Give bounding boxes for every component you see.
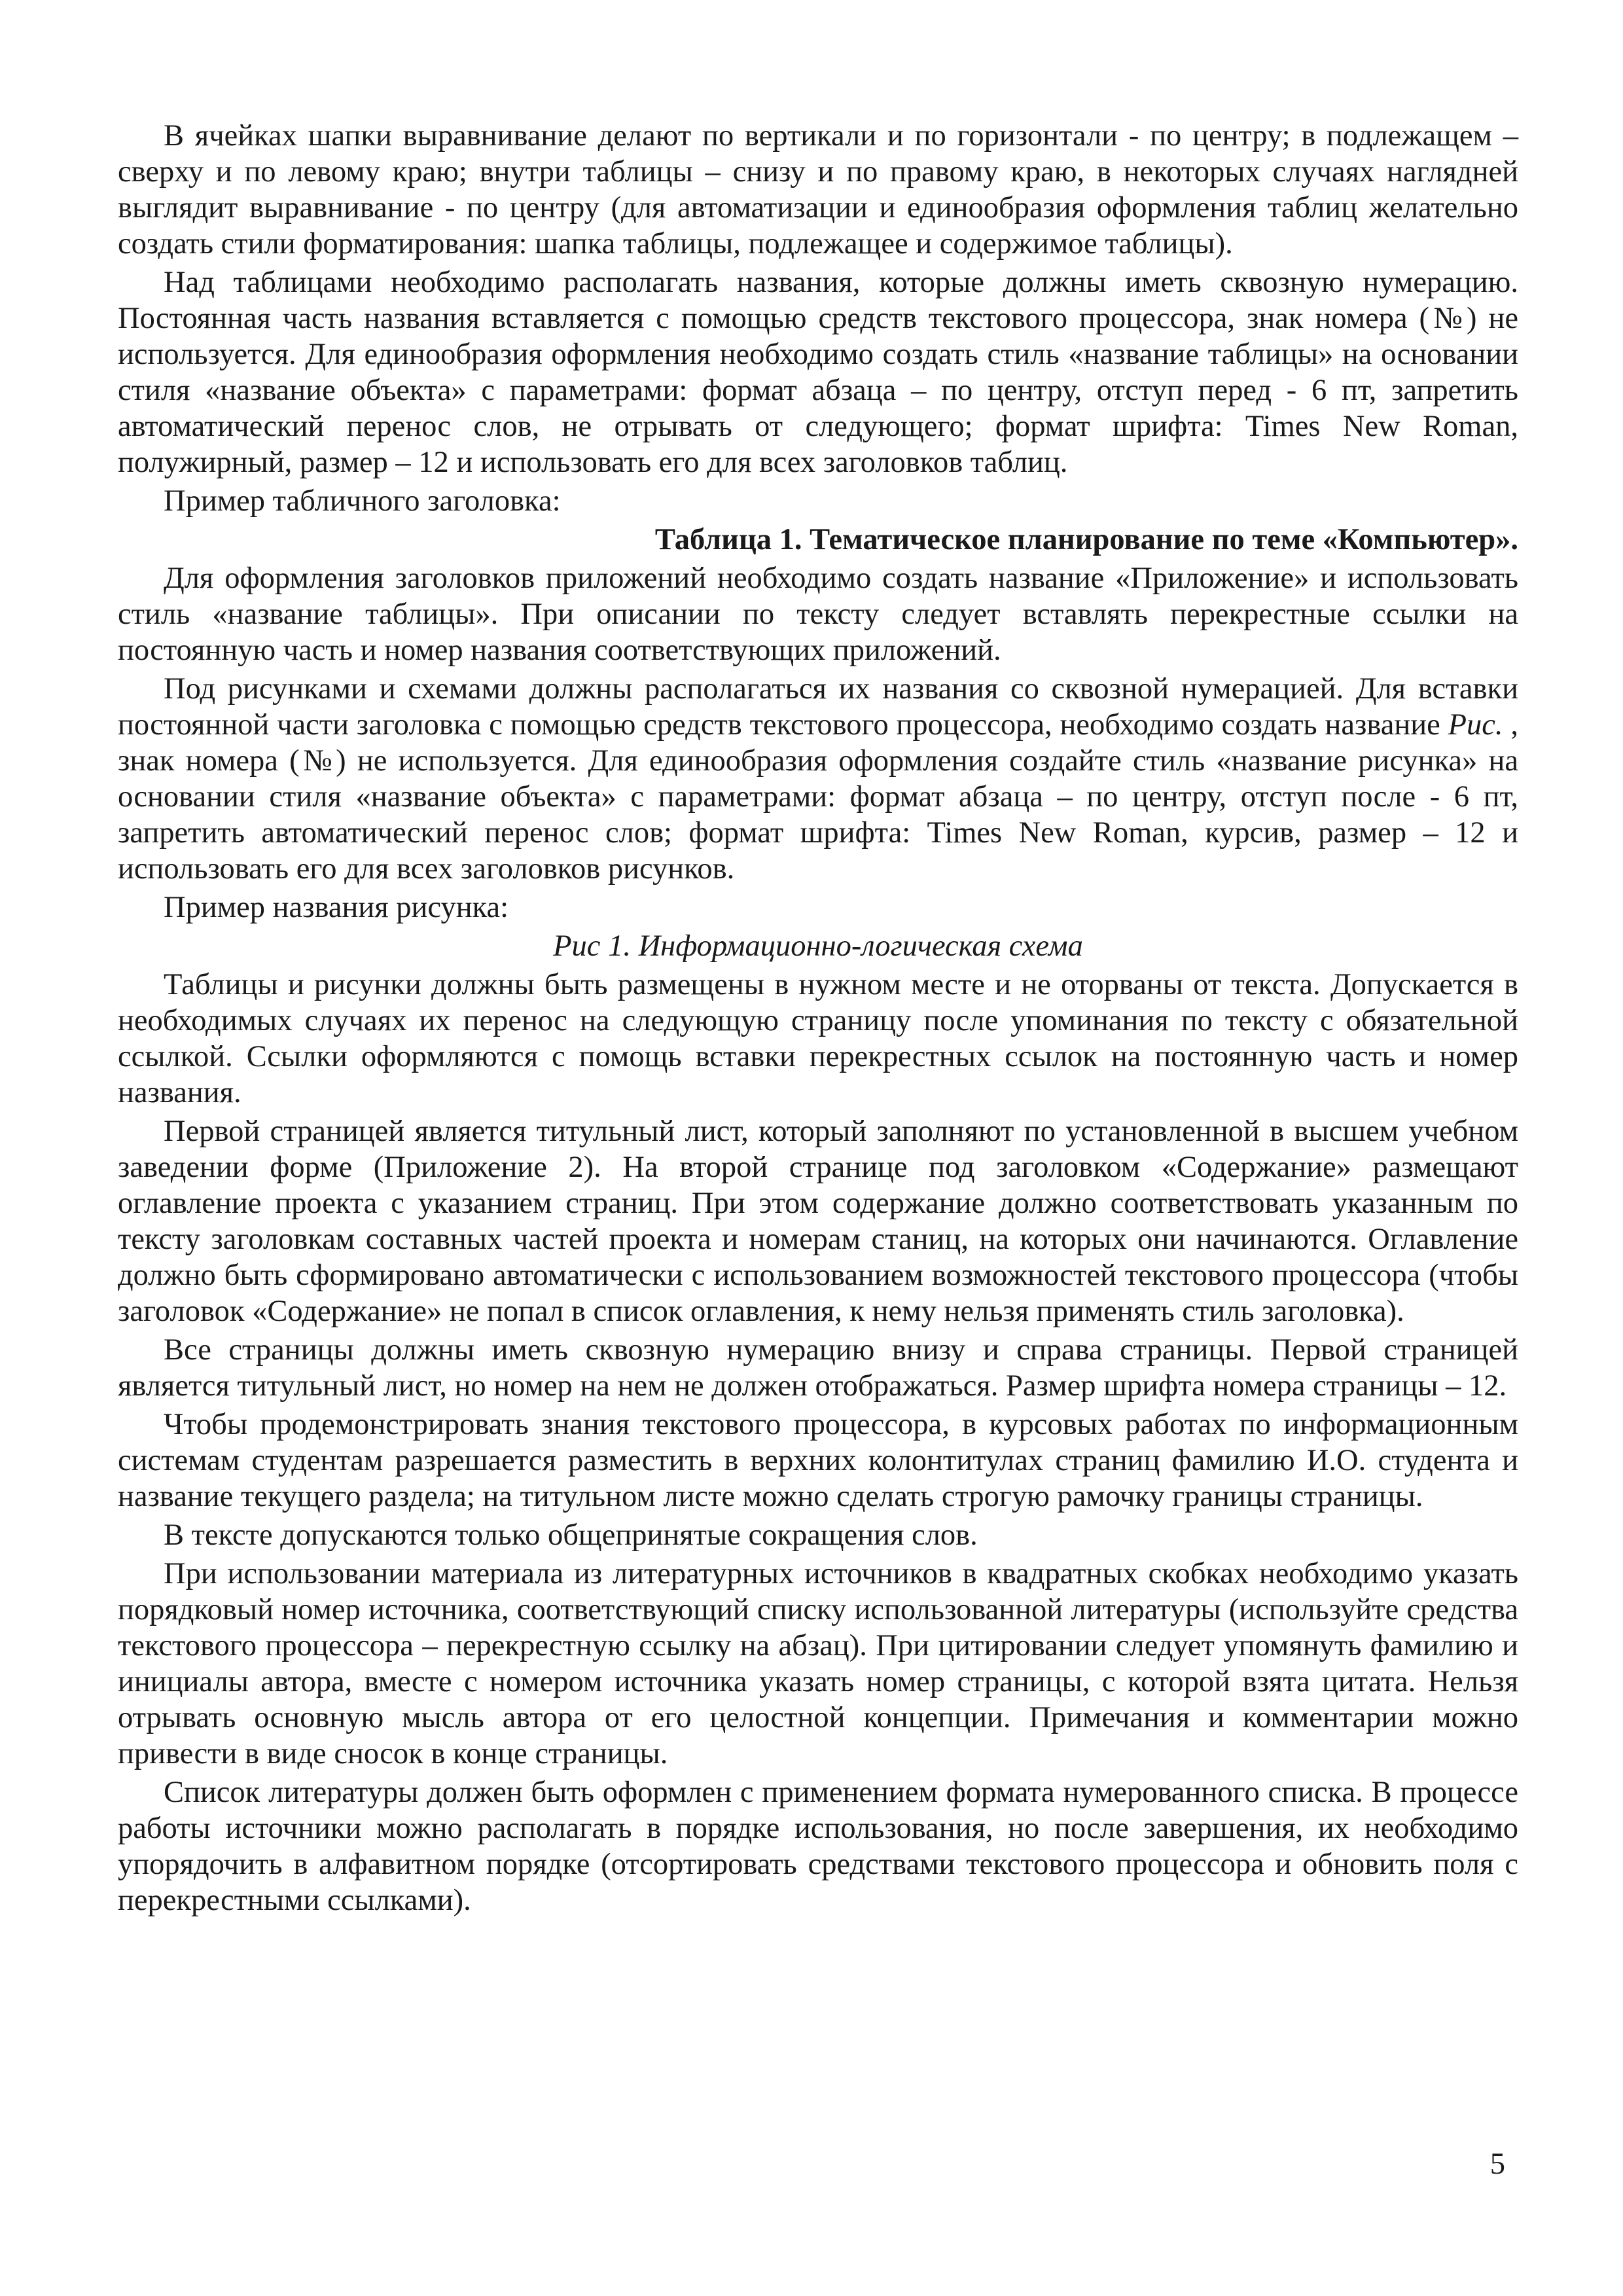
paragraph-title-page: Первой страницей является титульный лист, который заполняют по установленной в высшем учебном заведении форме (Приложение 2). На второй странице под заголовком «Содержание» размещают оглавление проекта с указанием страниц. При этом содержание должно соответствовать указанным по тексту заголовкам составных частей проекта и номерам станиц, на которых они начинаются. Оглавление должно быть сформировано автоматически с использованием возможностей текстового процессора (чтобы заголовок «Содержание» не попал в список оглавления, к нему нельзя применять стиль заголовка). xyxy=(118,1115,1518,1328)
page-body xyxy=(118,118,1518,1921)
paragraph-table-caption-example-intro: Пример табличного заголовка: xyxy=(164,484,561,518)
paragraph-figure-caption-example-intro: Пример названия рисунка: xyxy=(164,891,509,924)
page-number: 5 xyxy=(1489,2147,1505,2181)
paragraph-headers: Чтобы продемонстрировать знания текстового процессора, в курсовых работах по информационным системам студентам разрешается разместить в верхних колонтитулах страниц фамилию И.О. студента и название текущего раздела; на титульном листе можно сделать строгую рамочку границы страницы. xyxy=(118,1408,1518,1513)
paragraph-figure-captions-part1: Под рисунками и схемами должны располагаться их названия со сквозной нумерацией. Для вставки постоянной части заголовка с помощью средств текстового процессора, необходимо создать название xyxy=(118,672,1518,742)
paragraph-figure-captions xyxy=(118,671,1518,887)
paragraph-page-numbering: Все страницы должны иметь сквозную нумерацию внизу и справа страницы. Первой страницей является титульный лист, но номер на нем не должен отображаться. Размер шрифта номера страницы – 12. xyxy=(118,1333,1518,1403)
figure-label-italic: Рис. xyxy=(1448,708,1503,742)
paragraph-placement: Таблицы и рисунки должны быть размещены в нужном месте и не оторваны от текста. Допускается в необходимых случаях их перенос на следующую страницу после упоминания по тексту с обязательной ссылкой. Ссылки оформляются с помощь вставки перекрестных ссылок на постоянную часть и номер названия. xyxy=(118,968,1518,1109)
paragraph-appendix-captions: Для оформления заголовков приложений необходимо создать название «Приложение» и использовать стиль «название таблицы». При описании по тексту следует вставлять перекрестные ссылки на постоянную часть и номер названия соответствующих приложений. xyxy=(118,562,1518,667)
paragraph-abbreviations: В тексте допускаются только общепринятые сокращения слов. xyxy=(164,1518,978,1552)
paragraph-figure-captions-part2: , знак номера (№) не используется. Для единообразия оформления создайте стиль «название рисунка» на основании стиля «название объекта» с параметрами: формат абзаца – по центру, отступ после - 6 пт, запретить автоматический перенос слов; формат шрифта: Times New Roman, курсив, размер – 12 и использовать его для всех заголовков рисунков. xyxy=(118,708,1518,886)
paragraph-table-captions: Над таблицами необходимо располагать названия, которые должны иметь сквозную нумерацию. Постоянная часть названия вставляется с помощью средств текстового процессора, знак номера (№) не используется. Для единообразия оформления необходимо создать стиль «название таблицы» на основании стиля «название объекта» с параметрами: формат абзаца – по центру, отступ перед - 6 пт, запретить автоматический перенос слов, не отрывать от следующего; формат шрифта: Times New Roman, полужирный, размер – 12 и использовать его для всех заголовков таблиц. xyxy=(118,266,1518,479)
paragraph-bibliography: Список литературы должен быть оформлен с применением формата нумерованного списка. В процессе работы источники можно располагать в порядке использования, но после завершения, их необходимо упорядочить в алфавитном порядке (отсортировать средствами текстового процессора и обновить поля с перекрестными ссылками). xyxy=(118,1776,1518,1917)
figure-caption-example: Рис 1. Информационно-логическая схема xyxy=(553,929,1083,963)
paragraph-citations: При использовании материала из литературных источников в квадратных скобках необходимо указать порядковый номер источника, соответствующий списку использованной литературы (используйте средства текстового процессора – перекрестную ссылку на абзац). При цитировании следует упомянуть фамилию и инициалы автора, вместе с номером источника указать номер страницы, с которой взята цитата. Нельзя отрывать основную мысль автора от его целостной концепции. Примечания и комментарии можно привести в виде сносок в конце страницы. xyxy=(118,1557,1518,1770)
table-caption-example: Таблица 1. Тематическое планирование по теме «Компьютер». xyxy=(654,523,1518,556)
paragraph-table-alignment: В ячейках шапки выравнивание делают по вертикали и по горизонтали - по центру; в подлежащем – сверху и по левому краю; внутри таблицы – снизу и по правому краю, в некоторых случаях наглядней выглядит выравнивание - по центру (для автоматизации и единообразия оформления таблиц желательно создать стили форматирования: шапка таблицы, подлежащее и содержимое таблицы). xyxy=(118,119,1518,260)
